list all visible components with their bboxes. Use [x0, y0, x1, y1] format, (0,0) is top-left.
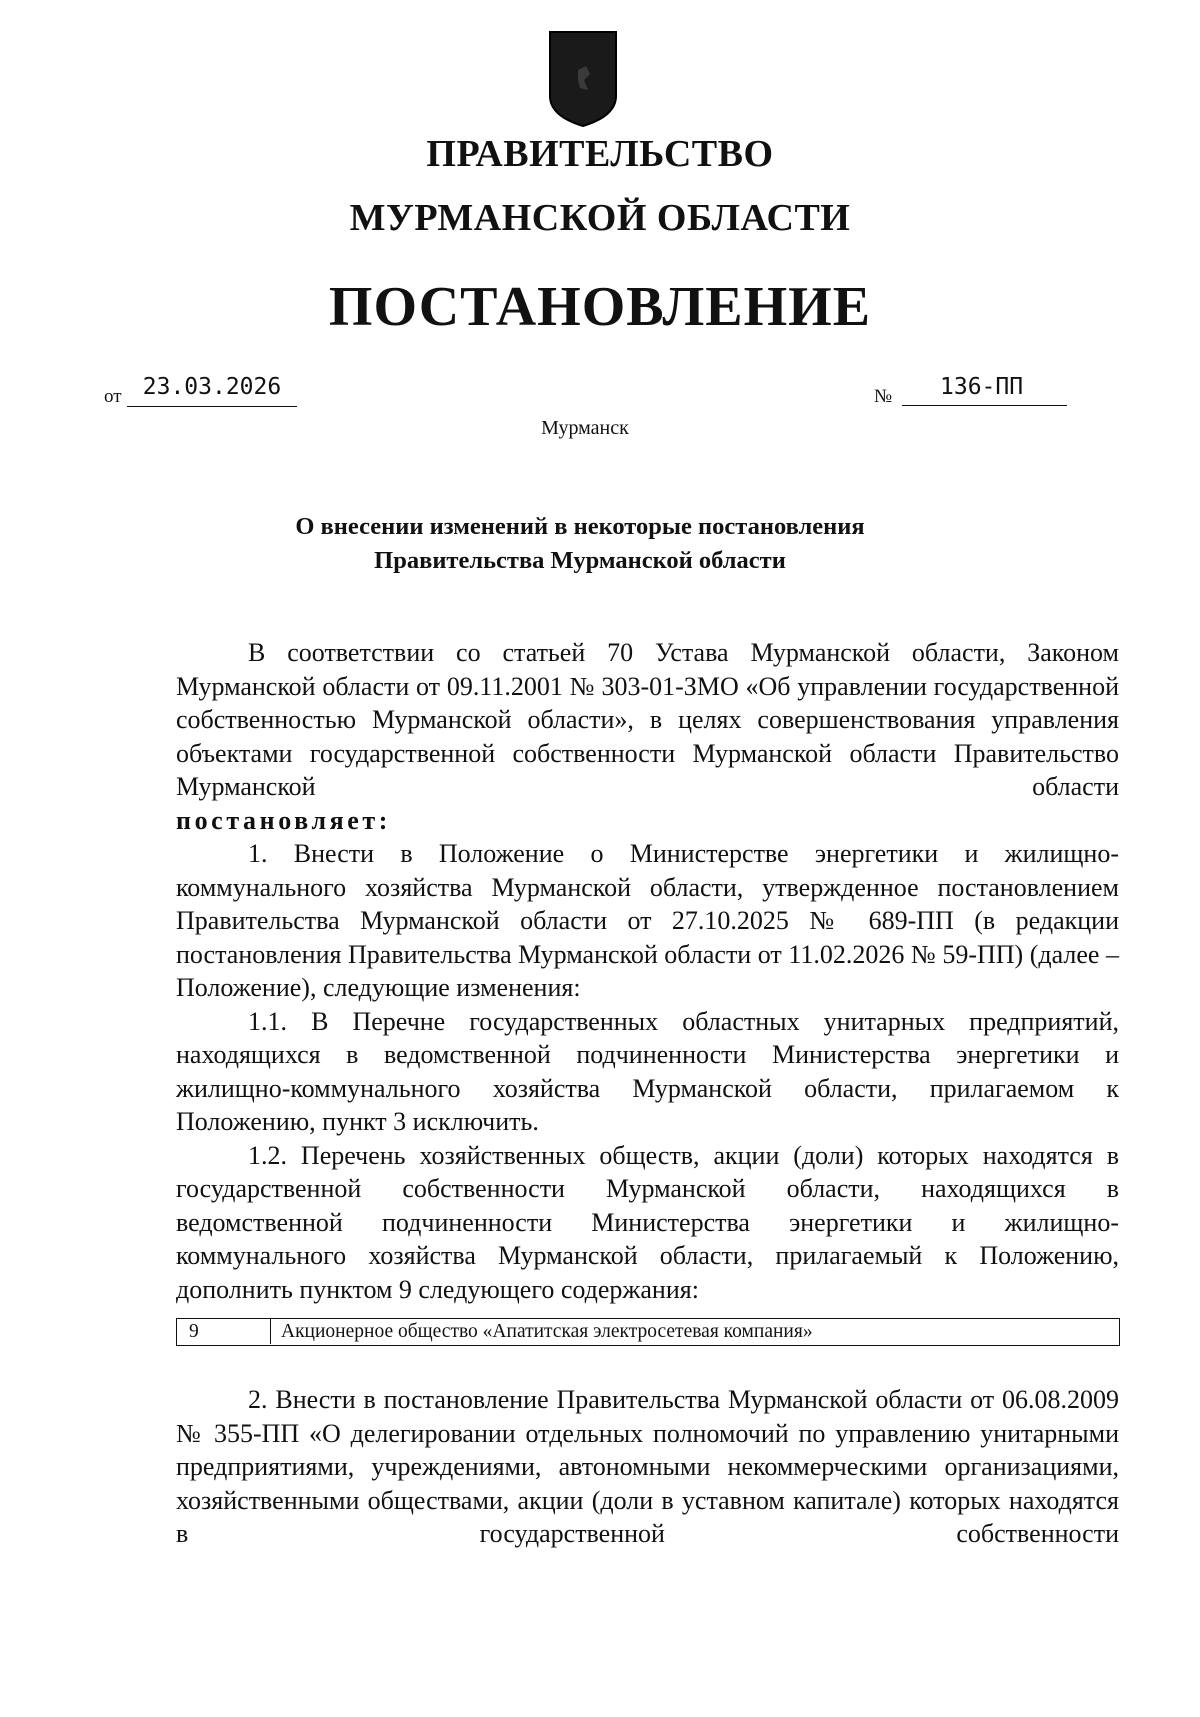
document-body-continued — [176, 1383, 1119, 1551]
title-line2: Правительства Мурманской области — [374, 547, 786, 574]
table-cell-name: Акционерное общество «Апатитская электросетевая компания» — [281, 1321, 813, 1342]
paragraph-1-2: 1.2. Перечень хозяйственных обществ, акции (доли) которых находятся в государственной собственности Мурманской области, находящихся в ведомственной подчиненности Министерства энергетики и жилищно-коммунального хозяйства Мурманской области, прилагаемый к Положению, дополнить пунктом 9 следующего содержания: — [176, 1140, 1119, 1304]
resolves-word: постановляет: — [176, 805, 392, 835]
paragraph-1: 1. Внести в Положение о Министерстве энергетики и жилищно-коммунального хозяйства Мурманской области, утвержденное постановлением Правительства Мурманской области от 27.10.2025 № 689-ПП (в редакции постановления Правительства Мурманской области от 11.02.2026 № 59-ПП) (далее – Положение), следующие изменения: — [176, 839, 1119, 1002]
title-line1: О внесении изменений в некоторые постановления — [295, 513, 865, 540]
organization-name-line1: ПРАВИТЕЛЬСТВО — [426, 133, 774, 175]
coat-of-arms-emblem — [548, 30, 618, 128]
paragraph-1-1: 1.1. В Перечне государственных областных унитарных предприятий, находящихся в ведомственной подчиненности Министерства энергетики и жилищно-коммунального хозяйства Мурманской области, прилагаемом к Положению, пункт 3 исключить. — [176, 1006, 1119, 1136]
document-title — [0, 510, 1160, 578]
document-number: 136-ПП — [902, 372, 1067, 406]
table-cell-number: 9 — [177, 1319, 271, 1344]
document-body — [176, 636, 1119, 1306]
document-date: 23.03.2026 — [127, 372, 297, 407]
insert-table-row — [176, 1318, 1120, 1346]
number-prefix: № — [874, 386, 893, 407]
date-prefix: от — [104, 386, 122, 407]
paragraph-2: 2. Внести в постановление Правительства Мурманской области от 06.08.2009 № 355-ПП «О делегировании отдельных полномочий по управлению унитарными предприятиями, учреждениями, автономными некоммерческими организациями, хозяйственными обществами, акции (доли в уставном капитале) которых находятся в государственной собственности — [176, 1385, 1119, 1548]
preamble-paragraph: В соответствии со статьей 70 Устава Мурманской области, Законом Мурманской области от 09.11.2001 № 303-01-ЗМО «Об управлении государственной собственностью Мурманской области», в целях совершенствования управления объектами государственной собственности Мурманской области Правительство Мурманской области — [176, 638, 1119, 801]
organization-name-line2: МУРМАНСКОЙ ОБЛАСТИ — [349, 197, 851, 239]
city: Мурманск — [541, 417, 629, 439]
document-type: ПОСТАНОВЛЕНИЕ — [328, 276, 872, 338]
date-number-row — [0, 372, 1200, 412]
